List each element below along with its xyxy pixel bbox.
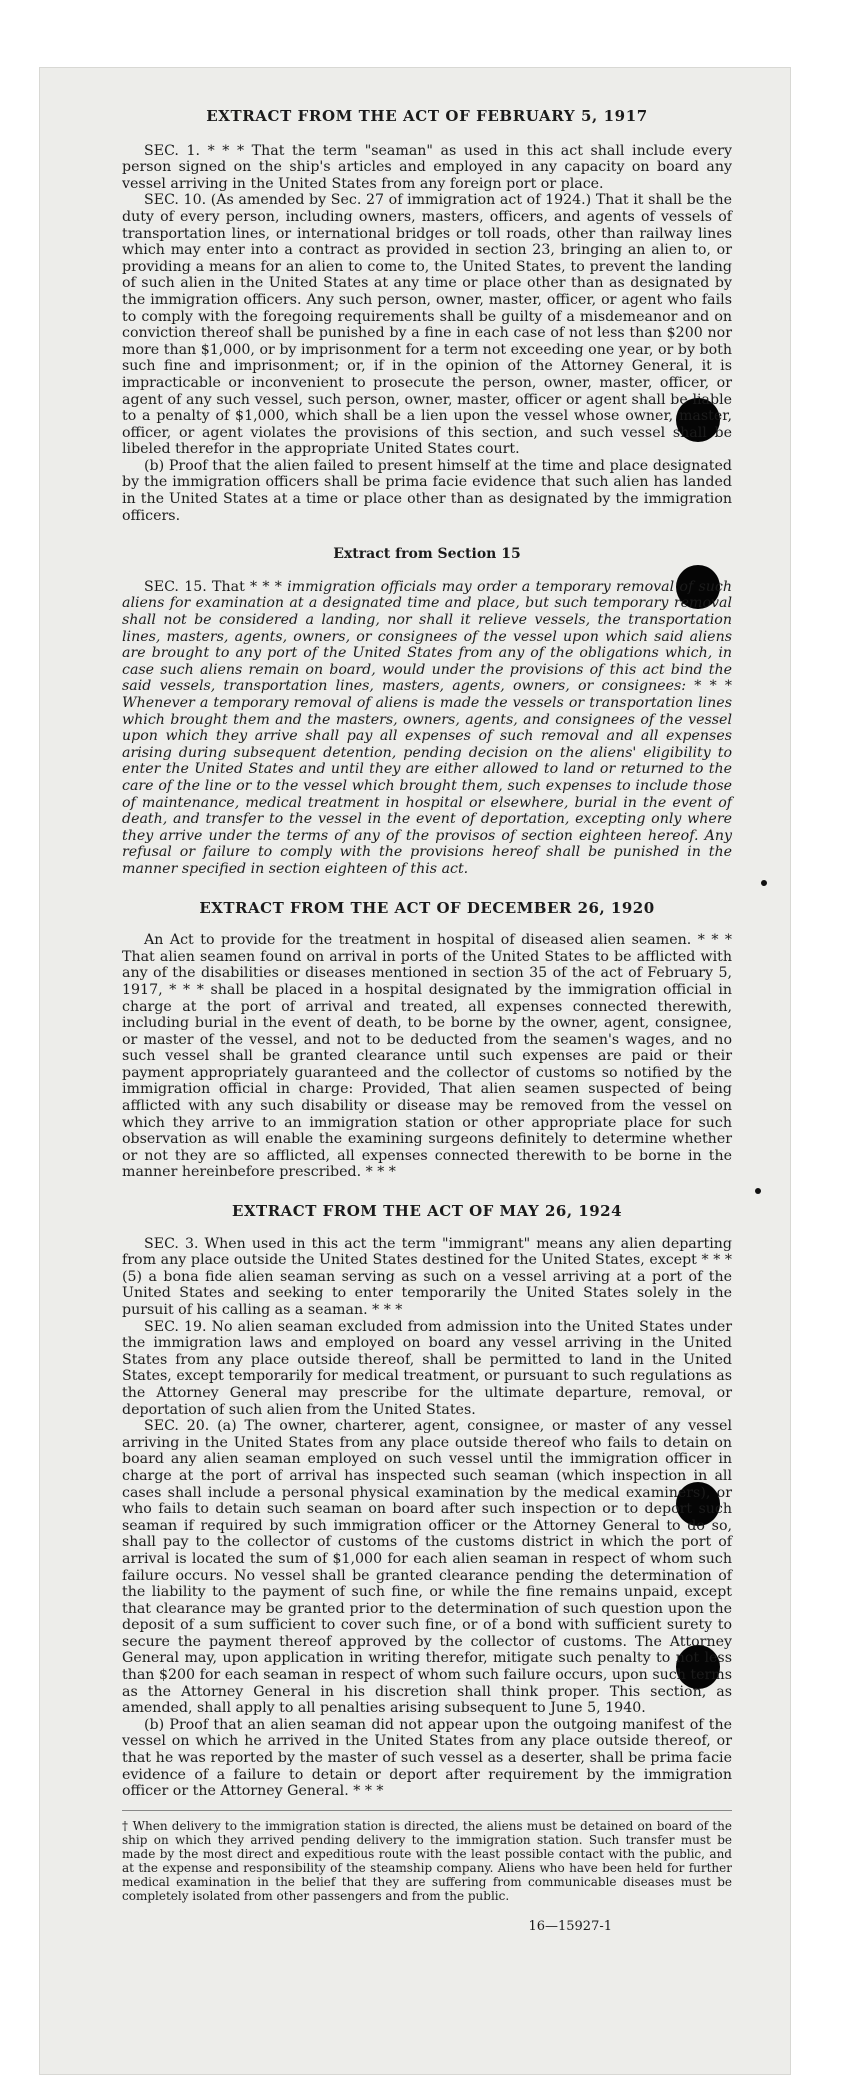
paragraph-act-1920: An Act to provide for the treatment in hospital of diseased alien seamen. * * * That alien seamen found on arrival in ports of the United States to be afflicted with any of the disabilities or diseases mentioned in section 35 of the act of February 5, 1917, * * * shall be placed in a hospital designated by the immigration official in charge at the port of arrival and treated, all expenses connected therewith, including burial in the event of death, to be borne by the owner, agent, consignee, or master of the vessel, and not to be deducted from the seamen's wages, and no such vessel shall be granted clearance until such expenses are paid or their payment appropriately guaranteed and the collector of customs so notified by the immigration official in charge: Provided, That alien seamen suspected of being afflicted with any such disability or disease may be removed from the vessel on which they arrive to an immigration station or other appropriate place for such observation as will enable the examining surgeons definitely to determine whether or not they are so afflicted, all expenses connected therewith to be borne in the manner hereinbefore prescribed. * * * — [122, 932, 732, 1181]
footnote: † When delivery to the immigration station is directed, the aliens must be detained on board of the ship on which they arrived pending delivery to the immigration station. Such transfer must be made by the most direct and expeditious route with the least possible contact with the public, and at the expense and responsibility of the steamship company. Aliens who have been held for further medical examination in the belief that they are suffering from communicable diseases must be completely isolated from other passengers and from the public. — [122, 1810, 732, 1903]
subheading-section-15: Extract from Section 15 — [333, 546, 521, 563]
paragraph-sec-20-a: SEC. 20. (a) The owner, charterer, agent, consignee, or master of any vessel arriving in the United States from any place outside thereof who fails to detain on board any alien seaman employed on such vessel until the immigration officer in charge at the port of arrival has inspected such seaman (which inspection in all cases shall include a personal physical examination by the medical examiners), or who fails to detain such seaman on board after such inspection or to deport such seaman if required by such immigration officer or the Attorney General to do so, shall pay to the collector of customs of the customs district in which the port of arrival is located the sum of $1,000 for each alien seaman in respect of whom such failure occurs. No vessel shall be granted clearance pending the determination of the liability to the payment of such fine, or while the fine remains unpaid, except that clearance may be granted prior to the determination of such question upon the deposit of a sum sufficient to cover such fine, or of a bond with sufficient surety to secure the payment thereof approved by the collector of customs. The Attorney General may, upon application in writing therefor, mitigate such penalty to not less than $200 for each seaman in respect of whom such failure occurs, upon such terms as the Attorney General in his discretion shall think proper. This section, as amended, shall apply to all penalties arising subsequent to June 5, 1940. — [122, 1418, 732, 1717]
form-number: 16—15927-1 — [528, 1918, 612, 1934]
sec-15-lead: SEC. 15. That * * * — [144, 578, 288, 595]
paragraph-sec-10: SEC. 10. (As amended by Sec. 27 of immigration act of 1924.) That it shall be the duty of every person, including owners, masters, officers, and agents of vessels of transportation lines, or international bridges or toll roads, other than railway lines which may enter into a contract as provided in section 23, bringing an alien to, or providing a means for an alien to come to, the United States, to prevent the landing of such alien in the United States at any time or place other than as designated by the immigration officers. Any such person, owner, master, officer, or agent who fails to comply with the foregoing requirements shall be guilty of a misdemeanor and on conviction thereof shall be punished by a fine in each case of not less than $200 nor more than $1,000, or by imprisonment for a term not exceeding one year, or by both such fine and imprisonment; or, if in the opinion of the Attorney General, it is impracticable or inconvenient to prosecute the person, owner, master, officer, or agent of any such vessel, such person, owner, master, officer or agent shall be liable to a penalty of $1,000, which shall be a lien upon the vessel whose owner, master, officer, or agent violates the provisions of this section, and such vessel shall be libeled therefor in the appropriate United States court. — [122, 192, 732, 458]
margin-dot-1 — [761, 880, 767, 886]
paragraph-sec-10-b: (b) Proof that the alien failed to present himself at the time and place designated by the immigration officers shall be prima facie evidence that such alien has landed in the United States at a time or place other than as designated by the immigration officers. — [122, 457, 732, 524]
heading-act-1920: EXTRACT FROM THE ACT OF DECEMBER 26, 1920 — [199, 898, 655, 917]
heading-act-1917: EXTRACT FROM THE ACT OF FEBRUARY 5, 1917 — [206, 107, 648, 125]
paragraph-sec-20-b: (b) Proof that an alien seaman did not appear upon the outgoing manifest of the vessel on which he arrived in the United States from any place outside thereof, or that he was reported by the master of such vessel as a deserter, shall be prima facie evidence of a failure to detain or deport after requirement by the immigration officer or the Attorney General. * * * — [122, 1716, 732, 1800]
paragraph-sec-15 — [122, 579, 732, 878]
sec-15-italic-text: immigration officials may order a temporary removal of such aliens for examination at a designated time and place, but such temporary removal shall not be considered a landing, nor shall it relieve vessels, the transportation lines, masters, agents, owners, or consignees of the vessel upon which said aliens are brought to any port of the United States from any of the obligations which, in case such aliens remain on board, would under the provisions of this act bind the said vessels, transportation lines, masters, agents, owners, or consignees: * * * Whenever a temporary removal of aliens is made the vessels or transportation lines which brought them and the masters, owners, agents, and consignees of the vessel upon which they arrive shall pay all expenses of such removal and all expenses arising during subsequent detention, pending decision on the aliens' eligibility to enter the United States and until they are either allowed to land or returned to the care of the line or to the vessel which brought them, such expenses to include those of maintenance, medical treatment in hospital or elsewhere, burial in the event of death, and transfer to the vessel in the event of deportation, excepting only where they arrive under the terms of any of the provisos of section eighteen hereof. Any refusal or failure to comply with the provisions hereof shall be punished in the manner specified in section eighteen of this act. — [122, 578, 732, 877]
paragraph-sec-19: SEC. 19. No alien seaman excluded from admission into the United States under the immigration laws and employed on board any vessel arriving in the United States from any place outside thereof, shall be permitted to land in the United States, except temporarily for medical treatment, or pursuant to such regulations as the Attorney General may prescribe for the ultimate departure, removal, or deportation of such alien from the United States. — [122, 1318, 732, 1418]
paragraph-sec-1: SEC. 1. * * * That the term "seaman" as used in this act shall include every person signed on the ship's articles and employed in any capacity on board any vessel arriving in the United States from any foreign port or place. — [122, 142, 732, 192]
paragraph-sec-3: SEC. 3. When used in this act the term "immigrant" means any alien departing from any place outside the United States destined for the United States, except * * * (5) a bona fide alien seaman serving as such on a vessel arriving at a port of the United States and seeking to enter temporarily the United States solely in the pursuit of his calling as a seaman. * * * — [122, 1235, 732, 1318]
document-body — [122, 108, 732, 1935]
margin-dot-2 — [755, 1188, 761, 1194]
heading-act-1924: EXTRACT FROM THE ACT OF MAY 26, 1924 — [231, 1202, 623, 1221]
